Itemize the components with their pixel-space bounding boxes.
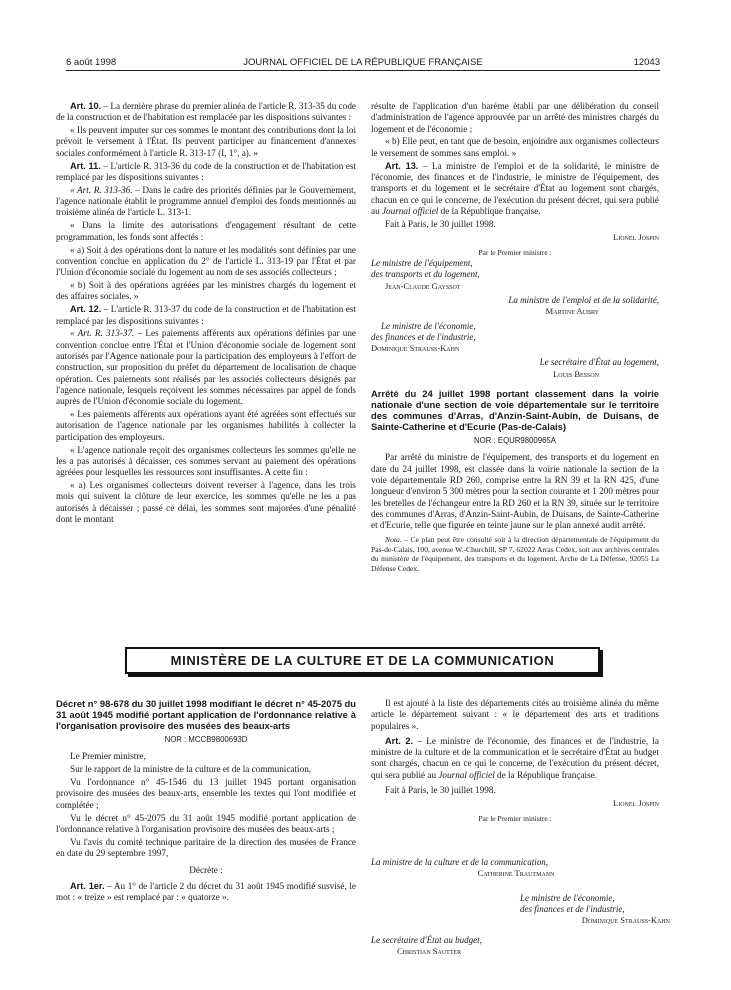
minister-title: des finances et de l'industrie, [371,331,476,342]
journal-reference: Journal officiel [438,769,495,780]
article-label: Art. 1er. [70,880,105,891]
article-text: – L'article R. 313-37 du code de la construction et de l'habitation est remplacé par les dispositions suivantes : [56,304,356,326]
minister-signature: Dominique Strauss-Kahn [581,915,670,925]
paragraph-text: – Les paiements afférents aux opérations définies par une convention conclue entre l'État et l'Union d'économie sociale de logement sont autorisés par l'Agence nationale pour la participation des employeurs à l'effort de construction, sur proposition du préfet du département de localisation de chaque opération. Ces paiements sont réalisés par les associés collecteurs désignés par l'agence nationale, lesquels reçoivent les sommes nécessaires par appel de fonds auprès de l'Union d'économie sociale du logement. [56,328,356,407]
minister-title: des transports et du logement, [371,269,480,280]
article-10 [56,101,356,124]
article-12-para [56,328,356,407]
budget-secretary-block [371,935,571,957]
article-11 [56,161,356,184]
ministry-heading: MINISTÈRE DE LA CULTURE ET DE LA COMMUNICATION [125,647,600,674]
article-11-para: « b) Soit à des opérations agréées par les ministres chargés du logement et des affaires sociales. » [56,280,356,302]
article-text: – La dernière phrase du premier alinéa de l'article R. 313-35 du code de la construction et de l'habitation est remplacée par les dispositions suivantes : [56,101,356,123]
par-le-premier-ministre: Par le Premier ministre : [478,247,552,257]
paragraph: Sur le rapport de la ministre de la culture et de la communication, [70,764,312,775]
minister-signature: Jean-Claude Gayssot [385,280,461,291]
par-le-premier-ministre: Par le Premier ministre : [478,813,552,823]
paragraph: « b) Elle peut, en tant que de besoin, enjoindre aux organismes collecteurs le versement de sommes sans emploi. » [371,136,659,158]
page-header [66,57,660,71]
decret-title: Décret n° 98-678 du 30 juillet 1998 modifiant le décret n° 45-2075 du 31 août 1945 modifié portant application de l'ordonnance relative à l'organisation provisoire des musées des beaux-arts [56,698,356,731]
arrete-title: Arrêté du 24 juillet 1998 portant classement dans la voirie nationale d'une section de voie départementale sur le territoire des communes d'Arras, d'Anzin-Saint-Aubin, de Duisans, de Sainte-Catherine et d'Ecurie (Pas-de-Calais) [371,388,659,433]
article-11-para [56,185,356,219]
nor-reference: NOR : EQUR9800965A [474,436,556,446]
nor-reference: NOR : MCCB9800693D [164,735,248,744]
column-left-bottom [56,698,356,905]
article-11-para: « a) Soit à des opérations dont la nature et les modalités sont définies par une convention conclue en application du 2° de l'article L. 313-19 par l'État et par l'Union d'économie sociale du logement au nom de ses associés collecteurs ; [56,244,356,278]
article-12-para: « a) Les organismes collecteurs doivent reverser à l'agence, dans les trois mois qui suivent la clôture de leur exercice, les sommes qu'elle ne les a pas autorisés à décaisser ; passé ce délai, les sommes sont majorées d'une pénalité dont le montant [56,480,356,524]
article-12-para: « Les paiements afférents aux opérations ayant été agréées sont effectués sur autorisation de l'agence nationale par les organismes habilités à collecter la participation des employeurs. [56,409,356,442]
minister-title: Le ministre de l'équipement, [371,258,473,269]
decrete: Décrète : [189,865,223,876]
article-reference: « Art. R. 313-36. [70,184,133,195]
column-right-top [371,101,659,575]
minister-signature: Dominique Strauss-Kahn [371,343,460,354]
article-text: – L'article R. 313-36 du code de la construction et de l'habitation est remplacé par les dispositions suivantes : [56,160,356,182]
minister-signature: Catherine Trautmann [477,868,555,878]
paragraph: Vu le décret n° 45-2075 du 31 août 1945 modifié portant application de l'ordonnance relative à l'organisation provisoire des musées des beaux-arts ; [56,812,356,834]
nota-label: Nota. [385,535,402,545]
paragraph: résulte de l'application d'un barème établi par une délibération du conseil d'administration de l'agence approuvée par un arrêté des ministres chargés du logement et de l'économie ; [371,101,659,134]
nota [371,535,659,573]
signature-prime-minister: Lionel Jospin [613,798,659,809]
fait-a-paris: Fait à Paris, le 30 juillet 1998. [385,785,496,796]
article-text: de la République française. [494,769,598,780]
minister-title: Le secrétaire d'État au budget, [371,935,482,945]
article-13 [371,161,659,217]
article-text: de la République française. [438,205,541,216]
article-label: Art. 10. [70,101,102,111]
minister-title: Le secrétaire d'État au logement, [539,357,659,368]
article-label: Art. 11. [70,160,101,171]
column-right-bottom [371,698,659,824]
article-12-para: « L'agence nationale reçoit des organismes collecteurs les sommes qu'elle ne les a pas autorisés à décaisser, ces sommes servant au paiement des opérations agréées pour lesquelles les ressources sont insuffisantes. A cette fin : [56,444,356,478]
minister-title: des finances et de l'industrie, [520,904,625,914]
article-11-para: « Dans la limite des autorisations d'engagement résultant de cette programmation, les fonds sont affectés : [56,220,356,242]
minister-signature: Louis Besson [553,368,599,379]
minister-title: Le ministre de l'économie, [520,893,615,903]
nota-text: – Ce plan peut être consulté soit à la direction départementale de l'équipement du Pas-de-Calais, 100, avenue W.-Churchill, SP 7, 62022 Arras Cedex, soit aux archives centrales du ministère de l'équipement, des transports et du logement, Arche de La Défense, 92055 La Défense Cedex. [371,535,659,573]
article-1 [56,881,356,904]
culture-minister-block [371,857,661,879]
article-reference: « Art. R. 313-37. [70,328,135,339]
article-label: Art. 13. [385,160,419,171]
minister-title: Le ministre de l'économie, [381,320,476,331]
minister-signature: Christian Sautter [397,946,462,956]
arrete-text: Par arrêté du ministre de l'équipement, des transports et du logement en date du 24 juillet 1998, est classée dans la voirie nationale la section de la voie départementale RD 260, comprise entre la RN 39 et la RN 425, d'une longueur d'environ 5 300 mètres pour la section courante et 1 200 mètres pour les bretelles de l'échangeur entre la RD 260 et la RN 39, située sur le territoire des communes d'Arras, d'Anzin-Saint-Aubin, de Duisans, de Sainte-Catherine et d'Ecurie, telle que figurée en teinte jaune sur le plan annexé audit arrêté. [371,452,659,531]
paragraph: Vu l'ordonnance n° 45-1546 du 13 juillet 1945 portant organisation provisoire des musées des beaux-arts, ensemble les textes qui l'ont modifiée et complétée ; [56,777,356,810]
minister-title: La ministre de l'emploi et de la solidarité, [508,294,659,305]
article-label: Art. 2. [385,735,414,746]
header-journal-title: JOURNAL OFFICIEL DE LA RÉPUBLIQUE FRANÇAISE [243,57,483,68]
paragraph: Il est ajouté à la liste des départements cités au troisième alinéa du même article le département suivant : « le département des arts et traditions populaires ». [371,698,659,731]
paragraph: Le Premier ministre, [70,751,146,762]
article-2 [371,736,659,781]
article-10-quote: « Ils peuvent imputer sur ces sommes le montant des contributions dont la loi prévoit le versement à l'État. Ils peuvent participer au financement d'annexes sociales conformément à l'article R. 313-17 (I, 1°, a). » [56,125,356,158]
column-left-top [56,101,356,527]
journal-reference: Journal officiel [381,205,439,216]
header-page-number: 12043 [633,57,660,68]
article-label: Art. 12. [70,304,102,315]
signature-prime-minister: Lionel Jospin [613,232,659,243]
minister-signature: Martine Aubry [545,306,599,317]
minister-title: La ministre de la culture et de la communication, [371,857,549,867]
article-text: – Au 1° de l'article 2 du décret du 31 août 1945 modifié susvisé, le mot : « treize » est remplacé par : « quatorze ». [56,880,357,902]
header-date: 6 août 1998 [66,57,117,68]
paragraph: Vu l'avis du comité technique paritaire de la direction des musées de France en date du 29 septembre 1997, [56,836,356,859]
fait-a-paris: Fait à Paris, le 30 juillet 1998. [385,219,496,230]
article-12 [56,304,356,327]
paragraph-text: – Dans le cadre des priorités définies par le Gouvernement, l'agence nationale établit le programme annuel d'emploi des fonds mentionnés au troisième alinéa de l'article L. 313-1. [56,184,356,218]
economy-minister-block [520,893,670,926]
article-text: – Le ministre de l'économie, des finances et de l'industrie, la ministre de la culture et de la communication et le secrétaire d'État au budget sont chargés, chacun en ce qui le concerne, de l'exécution du présent décret, qui sera publié au [371,735,659,780]
article-text: – La ministre de l'emploi et de la solidarité, le ministre de l'économie, des finances et de l'industrie, le ministre de l'équipement, des transports et du logement et le secrétaire d'État au logement sont chargés, chacun en ce qui le concerne, de l'exécution du présent décret, qui sera publié au [371,160,659,216]
